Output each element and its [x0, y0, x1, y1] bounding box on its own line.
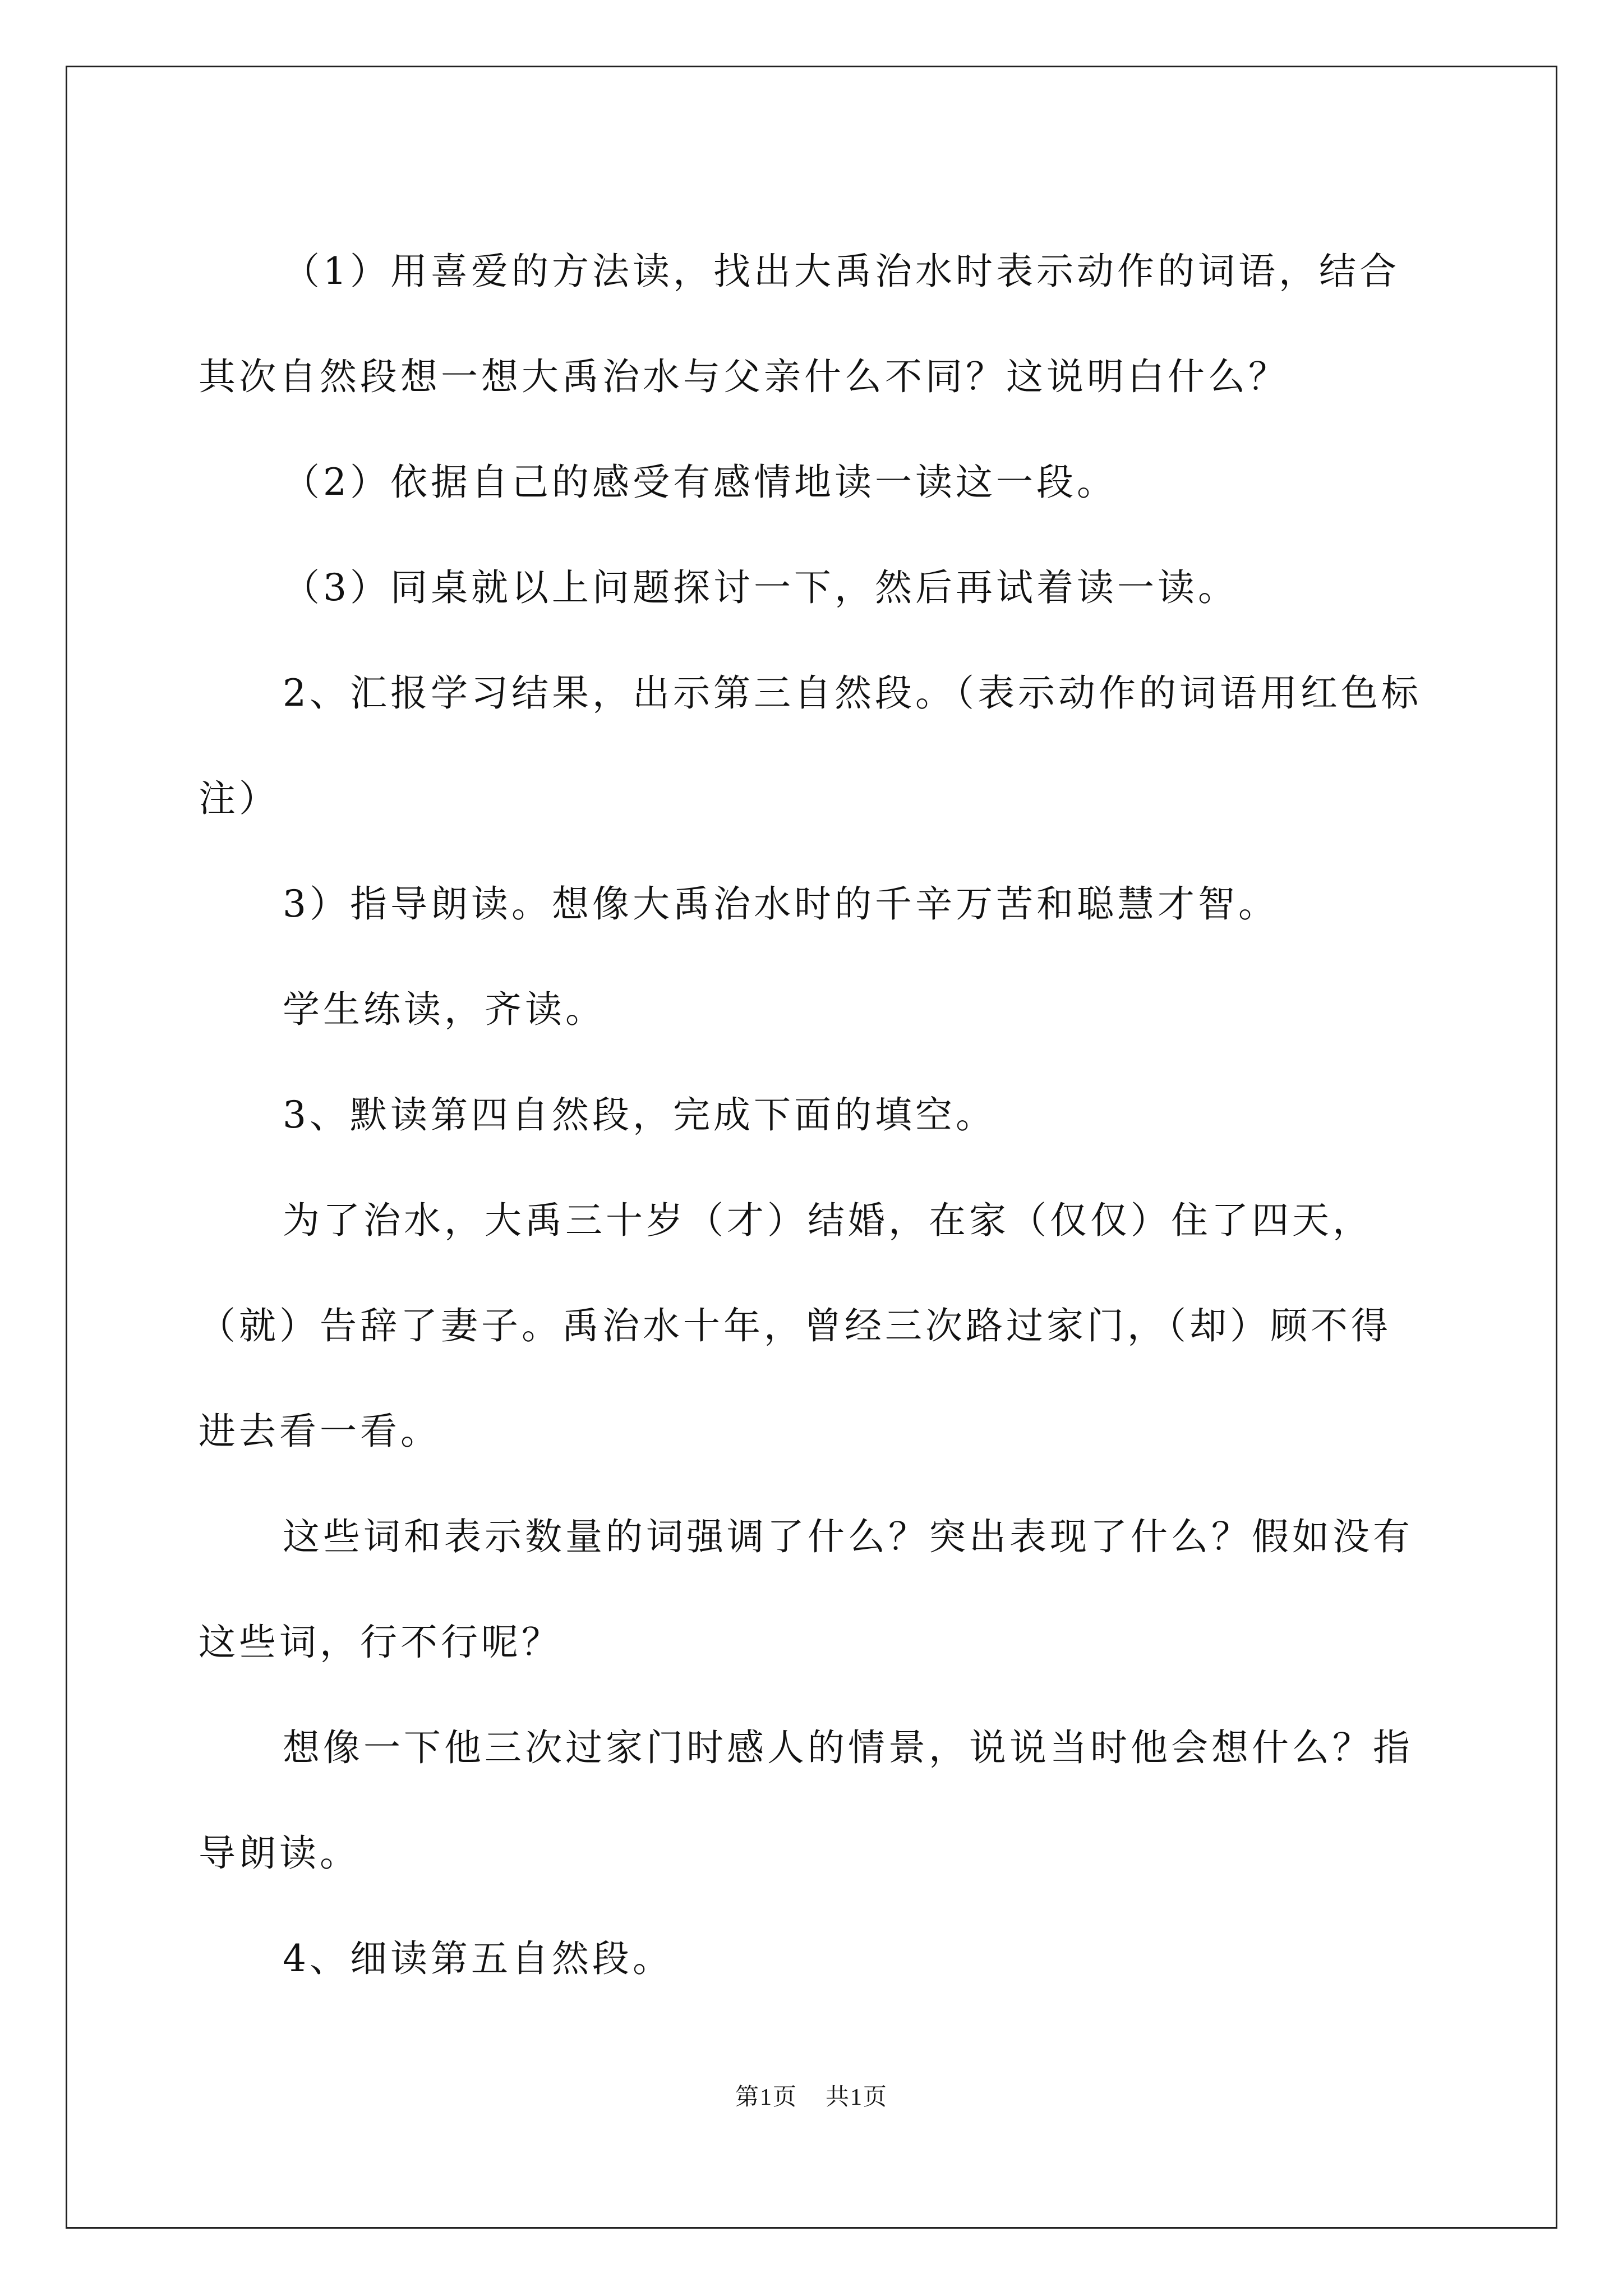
- paragraph-10: 想像一下他三次过家门时感人的情景，说说当时他会想什么？指导朗读。: [199, 1726, 1413, 1875]
- paragraph-7: 3、默读第四自然段，完成下面的填空。: [283, 1093, 996, 1137]
- paragraph-5: 3）指导朗读。想像大禹治水时的千辛万苦和聪慧才智。: [283, 882, 1279, 926]
- document-body: [199, 219, 1427, 2012]
- paragraph-9: 这些词和表示数量的词强调了什么？突出表现了什么？假如没有这些词，行不行呢？: [199, 1515, 1413, 1664]
- paragraph-4: 2、汇报学习结果，出示第三自然段。（表示动作的词语用红色标注）: [199, 671, 1422, 820]
- page-number: 第1页: [735, 2085, 797, 2110]
- page-total: 共1页: [826, 2085, 888, 2110]
- page-footer: [0, 2078, 1623, 2112]
- paragraph-2: （2）依据自己的感受有感情地读一读这一段。: [283, 461, 1117, 504]
- paragraph-6: 学生练读，齐读。: [283, 988, 606, 1031]
- paragraph-11: 4、细读第五自然段。: [283, 1937, 673, 1980]
- paragraph-1: （1）用喜爱的方法读，找出大禹治水时表示动作的词语，结合其次自然段想一想大禹治水与父亲什么不同？这说明白什么？: [199, 250, 1400, 398]
- paragraph-8: 为了治水，大禹三十岁（才）结婚，在家（仅仅）住了四天，（就）告辞了妻子。禹治水十年，曾经三次路过家门，（却）顾不得进去看一看。: [199, 1199, 1391, 1453]
- paragraph-3: （3）同桌就以上问题探讨一下，然后再试着读一读。: [283, 566, 1238, 609]
